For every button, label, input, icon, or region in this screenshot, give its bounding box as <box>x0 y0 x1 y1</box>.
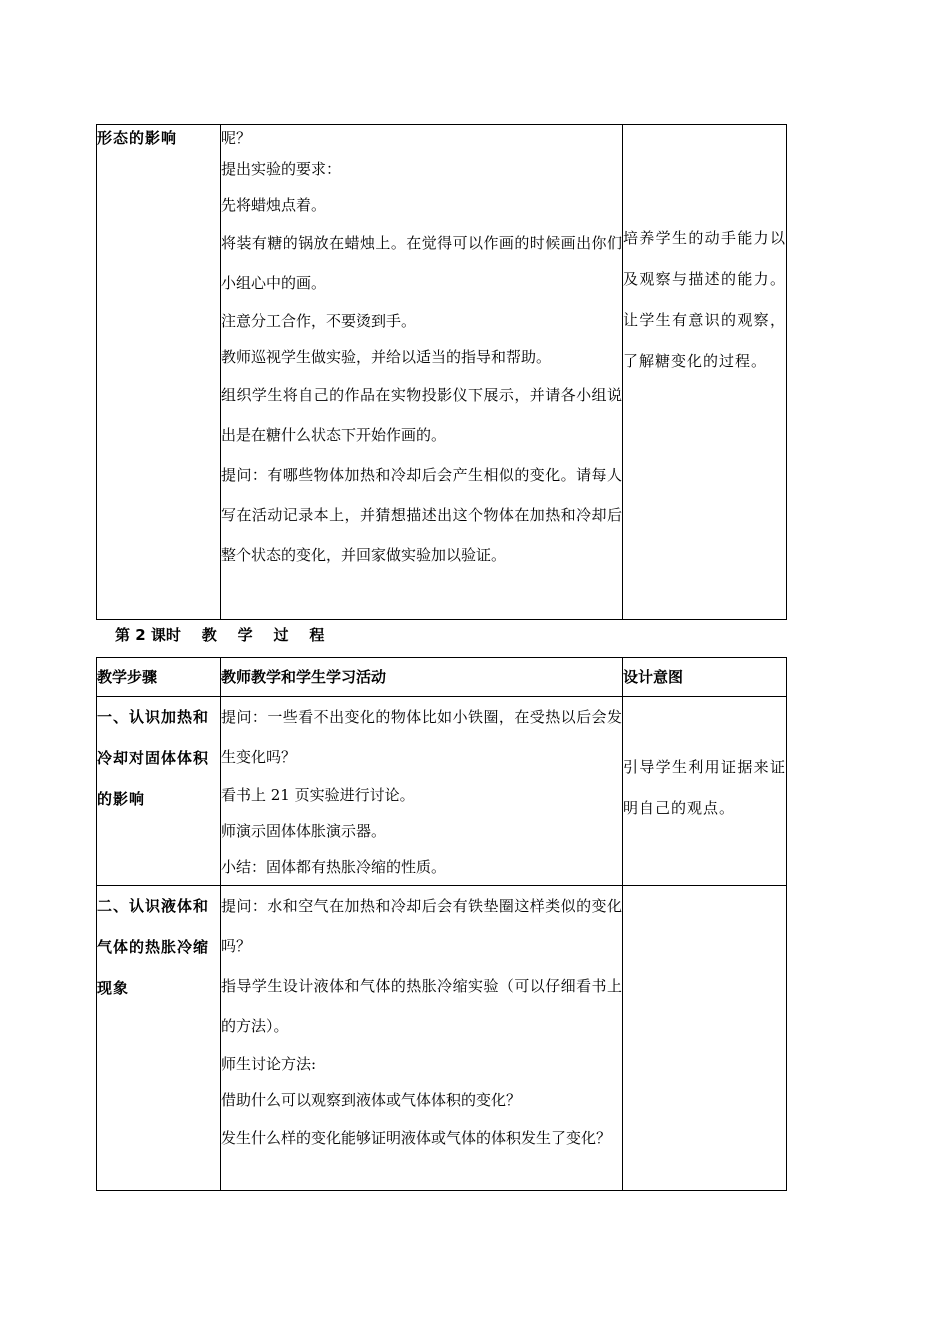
activity-line: 提问：水和空气在加热和冷却后会有铁垫圈这样类似的变化吗？ <box>221 897 622 955</box>
intent-cell <box>623 697 787 886</box>
activity-line: 提问：有哪些物体加热和冷却后会产生相似的变化。请每人写在活动记录本上，并猜想描述出这个物体在加热和冷却后整个状态的变化，并回家做实验加以验证。 <box>221 466 622 564</box>
step-label: 一、认识加热和冷却对固体体积的影响 <box>97 708 210 808</box>
header-activities: 教师教学和学生学习活动 <box>221 658 623 697</box>
lesson-table-continued <box>96 124 787 620</box>
activity-line: 呢？ <box>221 129 252 147</box>
activity-line: 指导学生设计液体和气体的热胀冷缩实验（可以仔细看书上的方法）。 <box>221 977 622 1035</box>
activity-line: 组织学生将自己的作品在实物投影仪下展示，并请各小组说出是在糖什么状态下开始作画的。 <box>221 386 622 444</box>
activity-line: 师生讨论方法: <box>221 1055 317 1073</box>
activity-line: 发生什么样的变化能够证明液体或气体的体积发生了变化？ <box>221 1129 612 1147</box>
section-title: 第 2 课时 教 学 过 程 <box>115 626 325 644</box>
activity-cell <box>221 125 623 620</box>
activity-line: 借助什么可以观察到液体或气体体积的变化？ <box>221 1091 522 1109</box>
activity-line: 先将蜡烛点着。 <box>221 196 327 214</box>
activity-line: 教师巡视学生做实验，并给以适当的指导和帮助。 <box>221 348 552 366</box>
step-label: 二、认识液体和气体的热胀冷缩现象 <box>97 897 210 997</box>
intent-cell <box>623 886 787 1191</box>
intent-cell <box>623 125 787 620</box>
step-cell <box>97 886 221 1191</box>
activity-cell <box>221 886 623 1191</box>
activity-line: 将装有糖的锅放在蜡烛上。在觉得可以作画的时候画出你们小组心中的画。 <box>221 234 622 292</box>
activity-line: 师演示固体体胀演示器。 <box>221 822 387 840</box>
intent-text: 培养学生的动手能力以及观察与描述的能力。让学生有意识的观察，了解糖变化的过程。 <box>623 229 786 370</box>
header-step: 教学步骤 <box>97 658 221 697</box>
activity-line: 小结：固体都有热胀冷缩的性质。 <box>221 858 447 876</box>
activity-line: 提问：一些看不出变化的物体比如小铁圈，在受热以后会发生变化吗？ <box>221 708 622 766</box>
step-cell <box>97 125 221 620</box>
step-cell <box>97 697 221 886</box>
lesson-table-2 <box>96 657 787 1191</box>
activity-line: 注意分工合作，不要烫到手。 <box>221 312 417 330</box>
activity-line: 看书上 21 页实验进行讨论。 <box>221 786 415 804</box>
activity-line: 提出实验的要求： <box>221 160 342 178</box>
activity-cell <box>221 697 623 886</box>
intent-text: 引导学生利用证据来证明自己的观点。 <box>623 758 786 817</box>
step-label: 形态的影响 <box>97 129 178 147</box>
header-intent: 设计意图 <box>623 658 787 697</box>
